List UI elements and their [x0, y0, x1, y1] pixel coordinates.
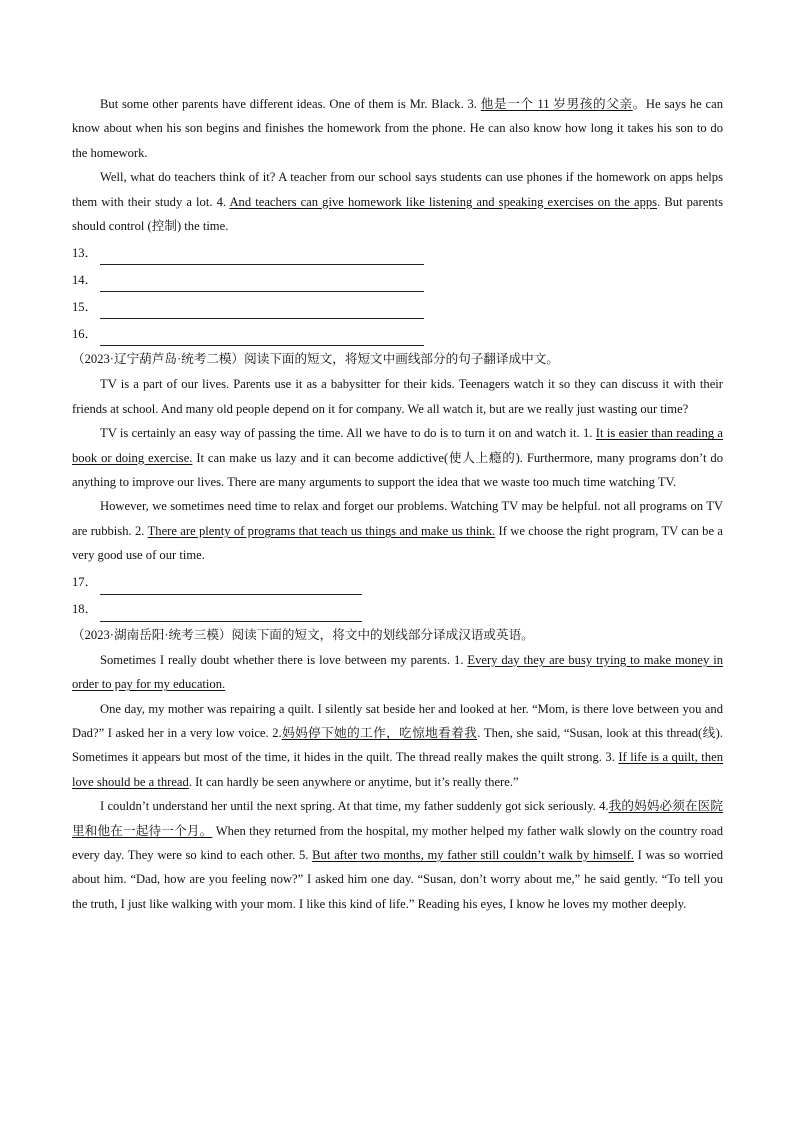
s3p2-underlined-sentence-1: 妈妈停下她的工作，吃惊地看着我: [281, 725, 478, 740]
s3p2-text-3: . It can hardly be seen anywhere or anytime, but it’s really there.”: [188, 774, 519, 789]
answer-blank-row: [72, 292, 723, 319]
s1p1-text-1: But some other parents have different ideas. One of them is Mr. Black. 3.: [100, 97, 481, 111]
s2-paragraph-1: TV is a part of our lives. Parents use it as a babysitter for their kids. Teenagers watch it so they can discuss it with their friends at school. And many old people depend on it for company. We all watch it, but are we really just wasting our time?: [72, 377, 723, 416]
s3-paragraph-3: [72, 794, 723, 916]
document-page: [72, 92, 723, 916]
blank-number: 14．: [72, 273, 98, 288]
s2-answer-blanks: [72, 568, 723, 622]
s3p3-text-3: I was so worried about him. “Dad, how are you feeling now?” I asked him one day. “Susan, don’t worry about me,” he said gently. “To tell you the truth, I just like walking with your mom. I like this kind of life.” Reading his eyes, I know he loves my mother deeply.: [72, 847, 724, 911]
s1p1-underlined-sentence: 他是一个 11 岁男孩的父亲: [480, 97, 633, 111]
s3-paragraph-1: [72, 648, 723, 697]
s2-paragraph-2: [72, 421, 723, 494]
s2p2-text-2: It can make us lazy and it can become addictive(使人上瘾的). Furthermore, many programs don’t do anything to improve our lives. There are many arguments to support the idea that we waste too much time watching TV.: [72, 450, 723, 490]
answer-line[interactable]: [100, 301, 424, 319]
s1p2-underlined-sentence: And teachers can give homework like listening and speaking exercises on the apps: [229, 194, 658, 209]
s3p3-underlined-sentence-2: But after two months, my father still couldn’t walk by himself.: [312, 847, 634, 862]
s2p3-underlined-sentence: There are plenty of programs that teach us things and make us think.: [147, 523, 496, 538]
s3p2-underlined-sentence-2: If life is a quilt, then love should be a thread: [72, 750, 723, 789]
blank-number: 17．: [72, 575, 98, 590]
s3p1-text-1: Sometimes I really doubt whether there is love between my parents. 1.: [100, 652, 468, 667]
s3p3-text-2: When they returned from the hospital, my mother helped my father walk slowly on the country road every day. They were so kind to each other. 5.: [72, 823, 724, 862]
s1p2-text-2: . But parents should control (控制) the time.: [72, 194, 723, 234]
s2-heading: （2023·辽宁葫芦岛·统考二模）阅读下面的短文，将短文中画线部分的句子翻译成中文。: [72, 352, 559, 367]
answer-line[interactable]: [100, 247, 424, 265]
s1-answer-blanks: [72, 238, 723, 346]
s1p2-text-1: Well, what do teachers think of it? A teacher from our school says students can use phones if the homework on apps helps them with their study a lot. 4.: [72, 170, 723, 209]
s3p3-text-1: I couldn’t understand her until the next spring. At that time, my father suddenly got sick seriously. 4.: [100, 799, 609, 814]
answer-line[interactable]: [100, 328, 424, 346]
s1-paragraph-1: [72, 92, 723, 165]
blank-number: 16．: [72, 327, 98, 342]
s3p3-underlined-sentence-1: 我的妈妈必须在医院里和他在一起待一个月。: [72, 799, 723, 838]
s3-paragraph-2: [72, 697, 723, 795]
answer-blank-row: [72, 265, 723, 292]
s2-paragraph-3: [72, 494, 723, 567]
answer-line[interactable]: [100, 577, 362, 595]
blank-number: 13．: [72, 246, 98, 261]
answer-blank-row: [72, 238, 723, 265]
blank-number: 18．: [72, 602, 98, 617]
blank-number: 15．: [72, 300, 98, 315]
s3-heading: （2023·湖南岳阳·统考三模）阅读下面的短文，将文中的划线部分译成汉语或英语。: [72, 627, 534, 642]
answer-blank-row: [72, 568, 723, 595]
s3p1-underlined-sentence: Every day they are busy trying to make money in order to pay for my education.: [72, 652, 723, 692]
s3p2-text-1: One day, my mother was repairing a quilt. I silently sat beside her and looked at her. “Mom, is there love between you and Dad?” I asked her in a very low voice. 2.: [72, 701, 723, 740]
s2p3-text-1: However, we sometimes need time to relax and forget our problems. Watching TV may be helpful. not all programs on TV are rubbish. 2.: [72, 499, 723, 538]
answer-line[interactable]: [100, 604, 362, 622]
answer-line[interactable]: [100, 274, 424, 292]
s1p1-text-2: 。He says he can know about when his son begins and finishes the homework from the phone. He can also know how long it takes his son to do the homework.: [72, 97, 724, 160]
s2p2-text-1: TV is certainly an easy way of passing the time. All we have to do is to turn it on and watch it. 1.: [100, 426, 596, 441]
answer-blank-row: [72, 595, 723, 622]
s2p2-underlined-sentence: It is easier than reading a book or doing exercise.: [72, 426, 723, 465]
s3p2-text-2: . Then, she said, “Susan, look at this thread(线). Sometimes it appears but most of the time, it hides in the quilt. The thread really makes the quilt strong. 3.: [72, 725, 724, 765]
answer-blank-row: [72, 319, 723, 346]
s2p3-text-2: If we choose the right program, TV can be a very good use of our time.: [72, 523, 724, 563]
s1-paragraph-2: [72, 165, 723, 238]
